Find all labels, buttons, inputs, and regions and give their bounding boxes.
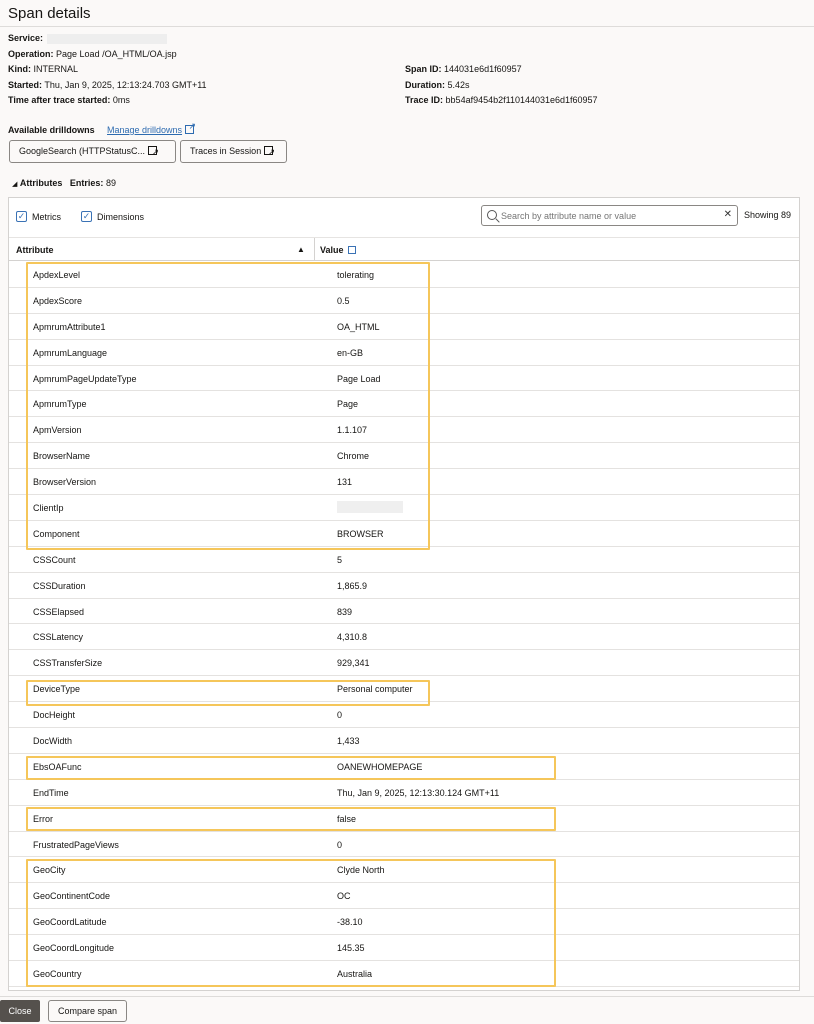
attribute-name: CSSDuration	[33, 580, 86, 591]
attribute-name: FrustratedPageViews	[33, 839, 119, 850]
table-row	[9, 262, 799, 288]
table-row	[9, 754, 799, 780]
attribute-name: DeviceType	[33, 684, 81, 695]
attribute-value: 1,433	[337, 736, 360, 747]
external-link-icon	[148, 146, 157, 155]
column-value-label: Value	[320, 245, 344, 255]
kind-label: Kind:	[8, 64, 31, 74]
span-id-row	[405, 62, 598, 78]
attribute-value: en-GB	[337, 347, 364, 358]
table-row	[9, 702, 799, 728]
attribute-value: 0.5	[337, 295, 350, 306]
attributes-label: Attributes	[19, 178, 63, 188]
table-row	[9, 650, 799, 676]
attribute-value: Page	[337, 399, 359, 410]
metrics-label: Metrics	[32, 211, 61, 222]
close-button[interactable]: Close	[0, 1000, 40, 1022]
attribute-name: BrowserVersion	[33, 477, 97, 488]
table-row	[9, 521, 799, 547]
table-row	[9, 780, 799, 806]
attribute-name: DocHeight	[33, 710, 76, 721]
attribute-value: -38.10	[337, 917, 363, 928]
table-row	[9, 314, 799, 340]
attribute-name: EndTime	[33, 787, 69, 798]
showing-count: Showing 89	[744, 210, 792, 220]
manage-drilldowns-label: Manage drilldowns	[107, 125, 183, 135]
metrics-checkbox[interactable]	[16, 211, 61, 222]
column-value[interactable]	[320, 245, 356, 255]
attribute-name: ApmrumLanguage	[33, 347, 108, 358]
drilldowns-label: Available drilldowns	[8, 125, 95, 135]
trace-id-label: Trace ID:	[405, 95, 444, 105]
attribute-name: Error	[33, 813, 53, 824]
operation-value: Page Load /OA_HTML/OA.jsp	[56, 48, 177, 59]
service-redacted	[47, 34, 167, 44]
table-row	[9, 417, 799, 443]
search-icon	[487, 210, 497, 220]
table-row	[9, 340, 799, 366]
duration-label: Duration:	[405, 79, 445, 90]
time-after-value: 0ms	[112, 95, 130, 105]
attribute-name: GeoCity	[33, 865, 66, 876]
table-row	[9, 857, 799, 883]
attribute-name: ApmrumPageUpdateType	[33, 373, 137, 384]
attribute-value: OANEWHOMEPAGE	[337, 761, 423, 772]
attribute-value: Australia	[337, 969, 373, 980]
attribute-value: 0	[337, 710, 343, 721]
checkbox-checked-icon: ✓	[17, 211, 26, 221]
attribute-name: GeoCoordLatitude	[33, 917, 107, 928]
duration-value: 5.42s	[447, 79, 470, 90]
column-resize-handle[interactable]	[314, 238, 315, 261]
operation-row	[8, 47, 207, 63]
table-row	[9, 573, 799, 599]
table-row	[9, 728, 799, 754]
attribute-value: BROWSER	[337, 528, 384, 539]
page-title: Span details	[8, 5, 91, 22]
attribute-name: ApdexScore	[33, 295, 83, 306]
drilldown-googlesearch-button[interactable]	[9, 140, 176, 163]
table-row	[9, 806, 799, 832]
table-row	[9, 366, 799, 392]
attributes-table-body	[9, 262, 799, 987]
started-row	[8, 78, 207, 94]
table-row	[9, 599, 799, 625]
table-row	[9, 495, 799, 521]
attribute-name: Component	[33, 528, 80, 539]
trace-id-row	[405, 93, 598, 109]
attribute-value: OC	[337, 891, 351, 902]
attribute-name: GeoCountry	[33, 969, 82, 980]
table-row	[9, 469, 799, 495]
drilldown-googlesearch-label: GoogleSearch (HTTPStatusC...	[19, 146, 146, 156]
attribute-name: CSSCount	[33, 554, 76, 565]
table-row	[9, 676, 799, 702]
drilldown-traces-session-button[interactable]	[180, 140, 287, 163]
attribute-value: Page Load	[337, 373, 381, 384]
table-row	[9, 935, 799, 961]
attributes-panel	[8, 197, 800, 991]
time-after-row	[8, 93, 207, 109]
table-row	[9, 624, 799, 650]
started-value: Thu, Jan 9, 2025, 12:13:24.703 GMT+11	[44, 79, 207, 90]
attribute-name: ApmrumType	[33, 399, 87, 410]
compare-span-button[interactable]: Compare span	[48, 1000, 127, 1022]
kind-row	[8, 62, 207, 78]
table-row	[9, 391, 799, 417]
attribute-value: Thu, Jan 9, 2025, 12:13:30.124 GMT+11	[337, 787, 500, 798]
attribute-value: 4,310.8	[337, 632, 368, 643]
attribute-name: DocWidth	[33, 736, 73, 747]
search-input[interactable]	[501, 208, 716, 223]
attribute-name: CSSLatency	[33, 632, 84, 643]
entries-label: Entries:	[69, 178, 104, 188]
trace-id-value: bb54af9454b2f110144031e6d1f60957	[445, 95, 598, 105]
attribute-value: 929,341	[337, 658, 370, 669]
attribute-name: ApmrumAttribute1	[33, 321, 106, 332]
copy-icon[interactable]	[348, 246, 356, 254]
attribute-name: GeoContinentCode	[33, 891, 111, 902]
external-link-icon	[185, 125, 194, 134]
table-row	[9, 909, 799, 935]
dimensions-label: Dimensions	[97, 211, 145, 222]
span-id-label: Span ID:	[405, 64, 442, 74]
attribute-value: false	[337, 813, 357, 824]
dimensions-checkbox[interactable]	[81, 211, 144, 222]
attribute-value: OA_HTML	[337, 321, 380, 332]
service-row	[8, 31, 207, 47]
table-row	[9, 961, 799, 987]
attribute-name: CSSTransferSize	[33, 658, 103, 669]
attribute-name: EbsOAFunc	[33, 761, 82, 772]
column-attribute[interactable]: Attribute	[16, 245, 54, 255]
attribute-value: 5	[337, 554, 343, 565]
table-row	[9, 443, 799, 469]
operation-label: Operation:	[8, 48, 54, 59]
span-meta-left	[8, 31, 207, 109]
table-header	[9, 237, 799, 261]
attribute-search	[481, 205, 738, 226]
kind-value: INTERNAL	[33, 64, 79, 74]
entries-count: 89	[105, 178, 116, 188]
time-after-label: Time after trace started:	[8, 95, 111, 105]
attributes-toggle[interactable]	[12, 178, 116, 188]
table-row	[9, 547, 799, 573]
redacted-value	[337, 501, 403, 513]
attribute-value: Personal computer	[337, 684, 413, 695]
span-id-value: 144031e6d1f60957	[444, 64, 522, 74]
attribute-name: ClientIp	[33, 503, 64, 514]
external-link-icon	[264, 146, 273, 155]
attribute-value: 839	[337, 606, 353, 617]
table-row	[9, 883, 799, 909]
triangle-down-icon: ◢	[12, 181, 18, 188]
started-label: Started:	[8, 79, 43, 90]
attribute-name: BrowserName	[33, 451, 91, 462]
attribute-name: CSSElapsed	[33, 606, 85, 617]
attribute-value: Chrome	[337, 451, 370, 462]
attribute-value: 1.1.107	[337, 425, 368, 436]
attribute-value: Clyde North	[337, 865, 385, 876]
sort-ascending-icon[interactable]: ▲	[297, 245, 305, 254]
table-row	[9, 288, 799, 314]
manage-drilldowns-link[interactable]	[107, 125, 194, 135]
service-label: Service:	[8, 33, 44, 43]
attribute-name: ApmVersion	[33, 425, 82, 436]
clear-icon[interactable]: ✕	[723, 209, 732, 220]
duration-row	[405, 78, 598, 94]
table-row	[9, 832, 799, 858]
drilldown-traces-session-label: Traces in Session	[190, 146, 262, 156]
checkbox-checked-icon: ✓	[82, 211, 91, 221]
attribute-value: 0	[337, 839, 343, 850]
attribute-value: 131	[337, 477, 353, 488]
attribute-value: 1,865.9	[337, 580, 368, 591]
attribute-value: tolerating	[337, 270, 375, 280]
span-meta-right	[405, 62, 598, 109]
header-divider	[0, 26, 814, 27]
attribute-value: 145.35	[337, 943, 365, 954]
footer-divider	[0, 996, 814, 997]
attribute-name: GeoCoordLongitude	[33, 943, 115, 954]
attribute-name: ApdexLevel	[33, 270, 81, 280]
